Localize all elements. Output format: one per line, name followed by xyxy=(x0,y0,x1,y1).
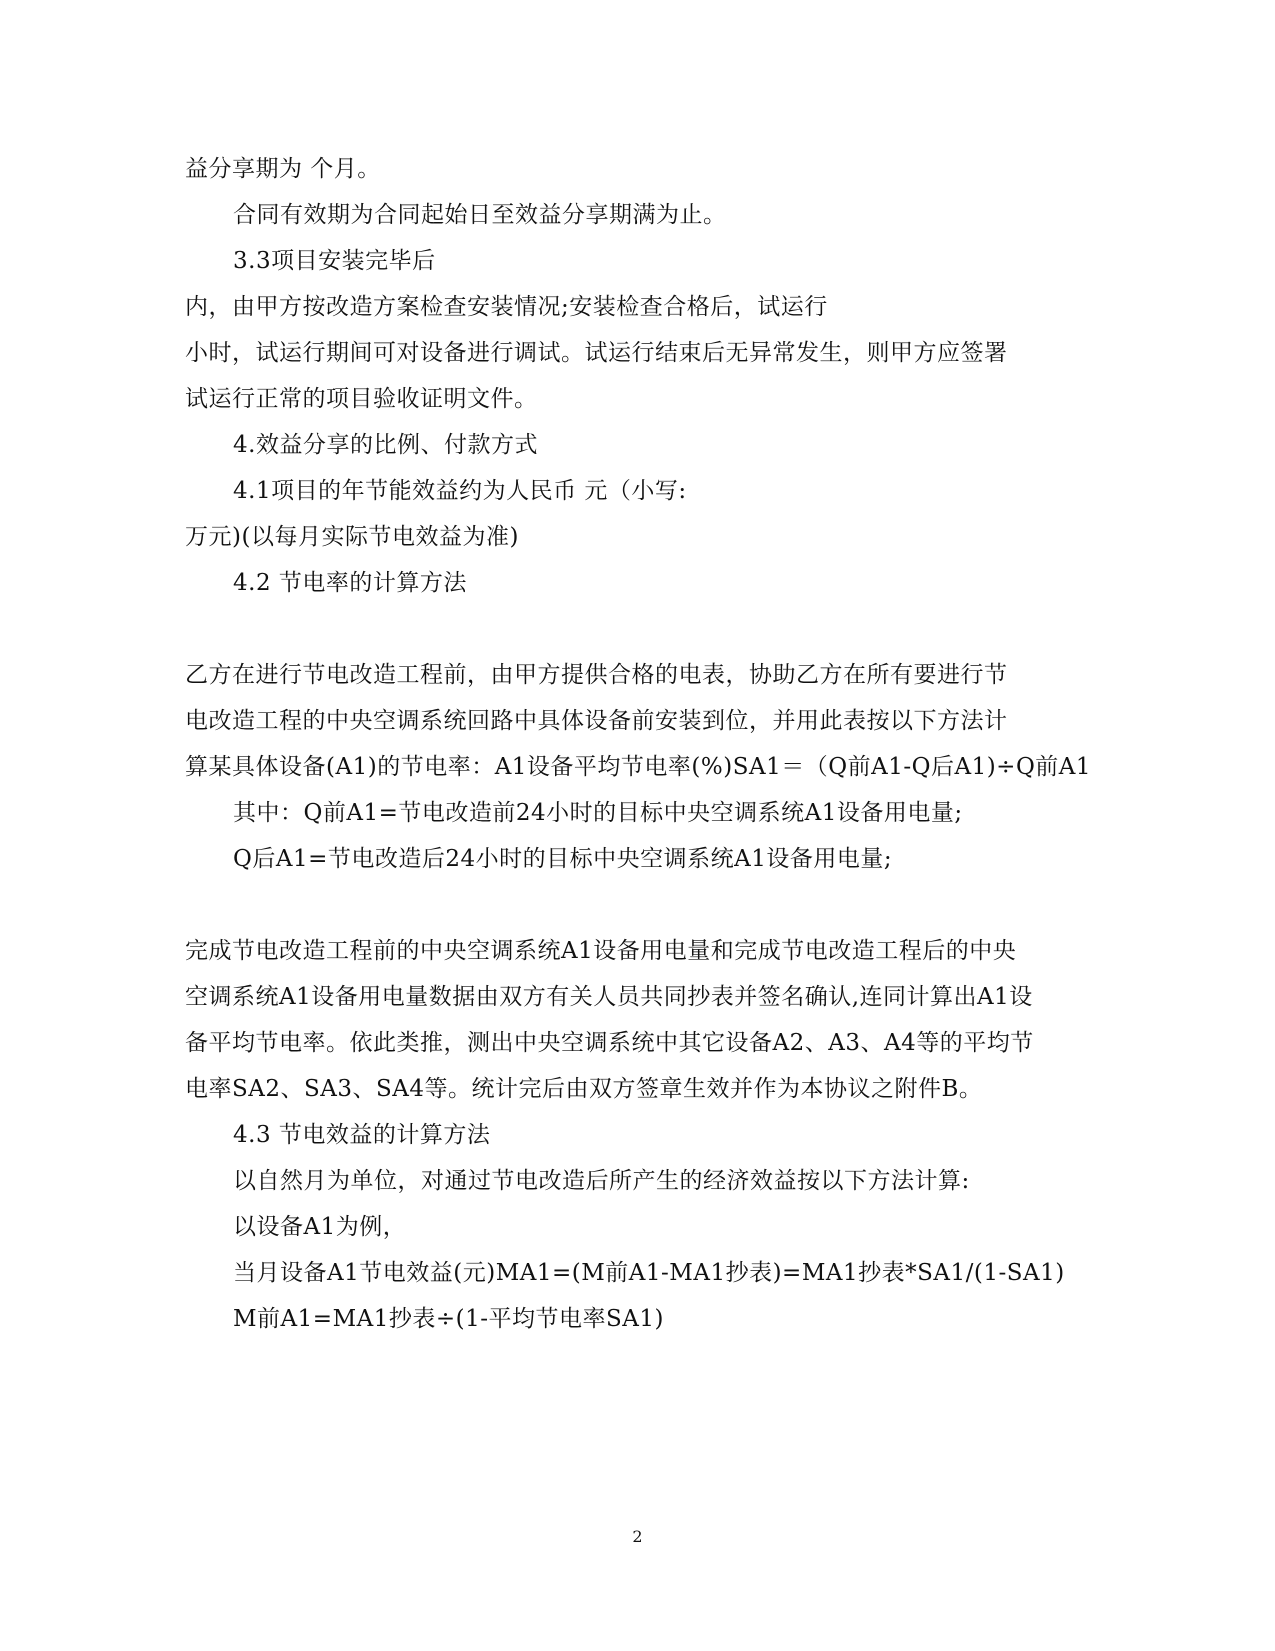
section-heading: 4.2 节电率的计算方法 xyxy=(233,570,467,596)
formula-line: 当月设备A1节电效益(元)MA1=(M前A1-MA1抄表)=MA1抄表*SA1/(1-SA1) xyxy=(233,1260,1065,1286)
section-heading: 4.1项目的年节能效益约为人民币 元（小写: xyxy=(233,478,687,504)
text-line: 以自然月为单位，对通过节电改造后所产生的经济效益按以下方法计算: xyxy=(233,1168,970,1194)
section-heading: 4.3 节电效益的计算方法 xyxy=(233,1122,491,1148)
formula-line: Q后A1=节电改造后24小时的目标中央空调系统A1设备用电量; xyxy=(233,846,893,872)
text-line: 空调系统A1设备用电量数据由双方有关人员共同抄表并签名确认,连同计算出A1设 xyxy=(185,984,1033,1010)
text-line: 乙方在进行节电改造工程前，由甲方提供合格的电表，协助乙方在所有要进行节 xyxy=(185,662,1008,688)
page-number: 2 xyxy=(632,1527,643,1546)
section-heading: 4.效益分享的比例、付款方式 xyxy=(233,432,538,458)
formula-line: 算某具体设备(A1)的节电率：A1设备平均节电率(%)SA1＝（Q前A1-Q后A1)÷Q前A1 xyxy=(185,754,1092,780)
formula-line: M前A1=MA1抄表÷(1-平均节电率SA1) xyxy=(233,1306,664,1332)
text-line: 电率SA2、SA3、SA4等。统计完后由双方签章生效并作为本协议之附件B。 xyxy=(185,1076,983,1102)
text-line: 小时，试运行期间可对设备进行调试。试运行结束后无异常发生，则甲方应签署 xyxy=(185,340,1008,366)
text-line: 以设备A1为例， xyxy=(233,1214,407,1240)
section-heading: 3.3项目安装完毕后 xyxy=(233,248,436,274)
formula-line: 其中：Q前A1=节电改造前24小时的目标中央空调系统A1设备用电量; xyxy=(233,800,963,826)
text-line: 完成节电改造工程前的中央空调系统A1设备用电量和完成节电改造工程后的中央 xyxy=(185,938,1017,964)
text-line: 合同有效期为合同起始日至效益分享期满为止。 xyxy=(233,202,727,228)
text-line: 试运行正常的项目验收证明文件。 xyxy=(185,386,538,412)
text-line: 备平均节电率。依此类推，测出中央空调系统中其它设备A2、A3、A4等的平均节 xyxy=(185,1030,1034,1056)
text-line: 益分享期为 个月。 xyxy=(185,156,381,182)
text-line: 万元)(以每月实际节电效益为准) xyxy=(185,524,519,550)
text-line: 内，由甲方按改造方案检查安装情况;安装检查合格后，试运行 xyxy=(185,294,828,320)
text-line: 电改造工程的中央空调系统回路中具体设备前安装到位，并用此表按以下方法计 xyxy=(185,708,1008,734)
